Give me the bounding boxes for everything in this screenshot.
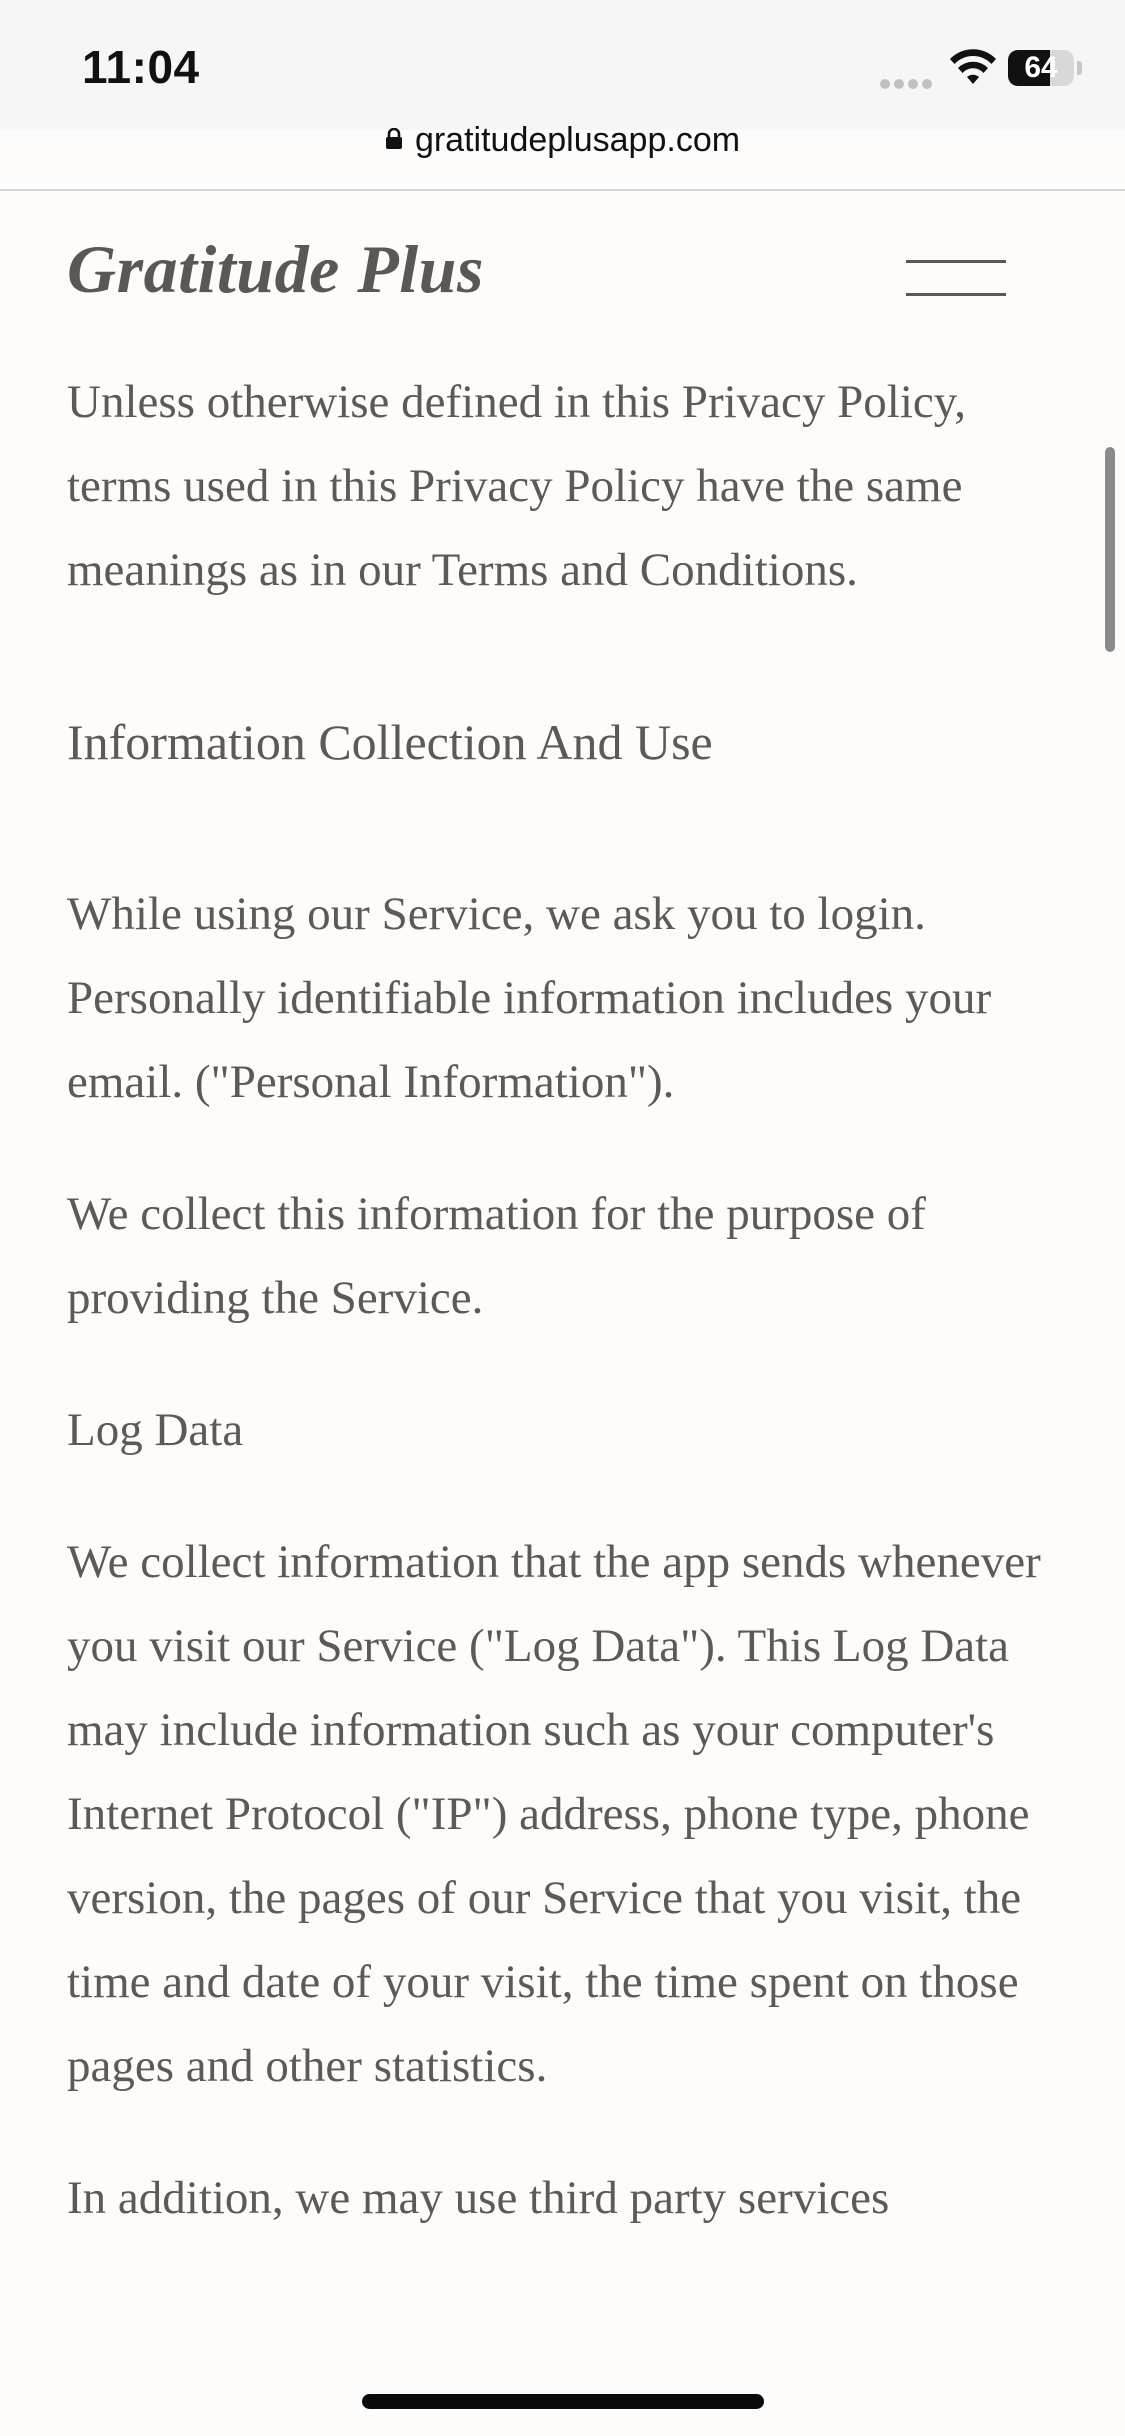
- home-indicator[interactable]: [362, 2394, 764, 2409]
- battery-nub: [1077, 61, 1082, 75]
- battery-level: 64: [1024, 51, 1058, 84]
- lock-icon: [385, 128, 403, 150]
- paragraph-purpose: We collect this information for the purpose of providing the Service.: [67, 1188, 926, 1324]
- hamburger-menu-button[interactable]: [900, 255, 1012, 301]
- url-text: gratitudeplusapp.com: [414, 121, 741, 159]
- paragraph-log-data: We collect information that the app sends whenever you visit our Service ("Log Data"). This Log Data may include information such as your computer's Internet Protocol ("IP") address, phone type, phone version, the pages of our Service that you visit, the time and date of your visit, the time spent on those pages and other statistics.: [67, 1536, 1041, 2092]
- site-logo[interactable]: Gratitude Plus: [67, 231, 484, 307]
- status-bar: [0, 0, 1125, 130]
- browser-chrome-divider: [0, 189, 1125, 191]
- menu-line-icon: [906, 293, 1006, 296]
- menu-line-icon: [906, 260, 1006, 263]
- scrollbar[interactable]: [1105, 447, 1115, 652]
- cellular-signal-icon: [880, 76, 936, 86]
- wifi-icon: [948, 48, 998, 88]
- battery-icon: [1008, 50, 1074, 86]
- log-data-heading: Log Data: [67, 1404, 244, 1456]
- address-bar[interactable]: [0, 112, 1125, 168]
- status-time: 11:04: [82, 41, 200, 93]
- privacy-policy-content: [67, 360, 1067, 2240]
- intro-paragraph: Unless otherwise defined in this Privacy Policy, terms used in this Privacy Policy have the same meanings as in our Terms and Conditions.: [67, 376, 966, 596]
- paragraph-personal-information: While using our Service, we ask you to login. Personally identifiable information includes your email. ("Personal Information").: [67, 888, 992, 1108]
- paragraph-third-party: In addition, we may use third party services: [67, 2172, 890, 2224]
- section-heading: Information Collection And Use: [67, 714, 713, 770]
